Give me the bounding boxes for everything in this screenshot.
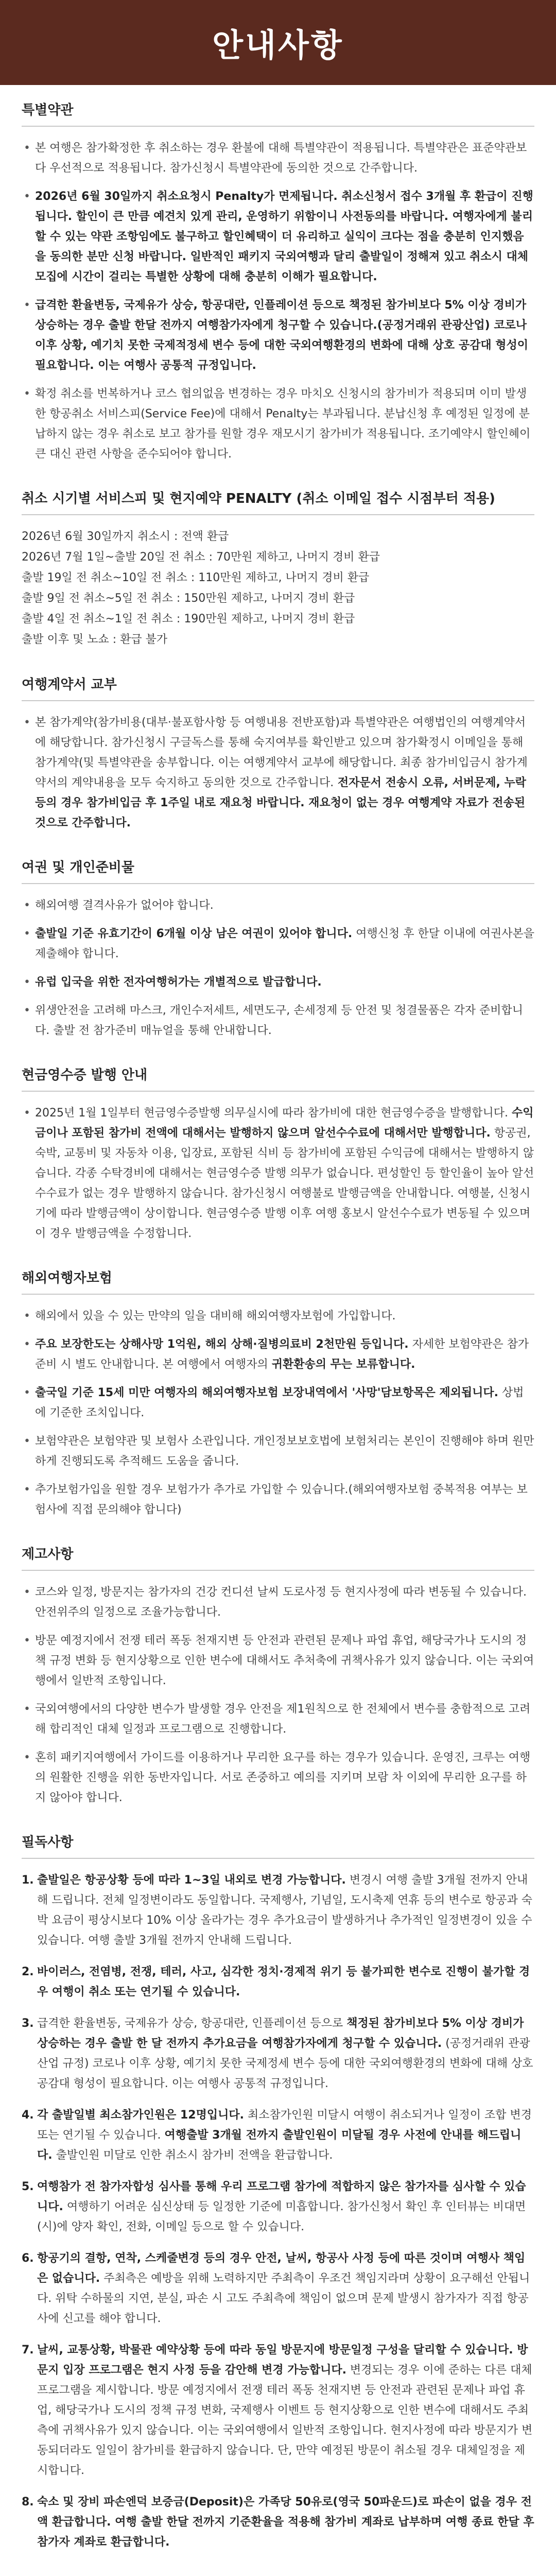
item-text: 최소참가인원 미달시 여행이 취소되거나 일정이 조합 변경 또는 연기될 수 있습니다. — [37, 2109, 532, 2142]
section-title: 해외여행자보험 — [22, 1270, 112, 1286]
section-contract — [22, 674, 534, 833]
item-text: 확정 취소를 번복하거나 코스 협의없음 변경하는 경우 마치오 신청시의 참가비가 적용되며 이미 발생한 항공취소 서비스피(Service Fee)에 대해서 Penalty는 부과됩니다. 분납신청 후 예정된 일정에 분납하지 않는 경우 취소로 보고 참가를 원할 경우 재모시기 참가비가 적용됩니다. 조기예약시 할인혜이 큰 대신 관련 사항을 준수되어야 합니다. — [35, 387, 531, 461]
emphasis-text: 여행출발 3개월 전까지 출발인원이 미달될 경우 사전에 안내를 해드립니다. — [37, 2129, 522, 2162]
item-text: 여행신청 후 한달 이내에 여권사본을 제출해야 합니다. — [35, 927, 534, 960]
section-title: 제고사항 — [22, 1547, 74, 1562]
emphasis-text: 각 출발일별 최소참가인원은 12명입니다. — [37, 2109, 244, 2122]
item-text: 변경시 여행 출발 3개월 전까지 안내해 드립니다. 전체 일정변이라도 동일합니다. 국제행사, 기념일, 도시축제 연휴 등의 변수로 항공과 숙박 요금이 평상시보다 10% 이상 올라가는 경우 추가요금이 발생하거나 추가적인 일정변경이 있을 수 있습니다. 여행 출발 3개월 전까지 안내해 드립니다. — [37, 1874, 532, 1947]
section-title: 취소 시기별 서비스피 및 현지예약 PENALTY (취소 이메일 접수 시점부터 적용) — [22, 491, 495, 506]
section-divider — [22, 126, 534, 127]
list-item — [22, 1962, 534, 2002]
cancel-fee-line: 출발 4일 전 취소~1일 전 취소 : 190만원 제하고, 나머지 경비 환급 — [22, 613, 355, 625]
section-title: 특별약관 — [22, 103, 74, 118]
list-item — [22, 2248, 534, 2329]
emphasis-text: 항공기의 결항, 연착, 스케줄변경 등의 경우 안전, 날씨, 항공사 사정 등에 따른 것이며 여행사 책임은 없습니다. — [37, 2252, 526, 2285]
item-text: 보험약관은 보험약관 및 보험사 소관입니다. 개인정보보호법에 보험처리는 본인이 진행해야 하며 원만하게 진행되도록 추적해드 도움을 줍니다. — [35, 1435, 534, 1468]
section-divider — [22, 1091, 534, 1092]
list-item — [22, 1631, 534, 1691]
special-terms-list — [22, 138, 534, 464]
item-number: 8. — [22, 2496, 34, 2509]
item-text: 추가보험가입을 원할 경우 보험가가 추가로 가입할 수 있습니다.(해외여행자보험 중복적용 여부는 보험사에 직접 문의해야 합니다) — [35, 1483, 528, 1516]
item-text: 해외여행 결격사유가 없어야 합니다. — [35, 899, 214, 912]
emphasis-text: 주요 보장한도는 상해사망 1억원, 해외 상해·질병의료비 2천만원 등입니다. — [35, 1338, 409, 1351]
list-item — [22, 187, 534, 287]
item-text: 상법에 기준한 조치입니다. — [35, 1386, 524, 1419]
section-title: 필독사항 — [22, 1835, 74, 1850]
list-item — [22, 384, 534, 464]
emphasis-text: 출국일 기준 15세 미만 여행자의 해외여행자보험 보장내역에서 '사망'담보항목은 제외됩니다. — [35, 1386, 499, 1399]
item-number: 5. — [22, 2180, 34, 2193]
receipt-list — [22, 1103, 534, 1244]
list-item — [22, 1383, 534, 1423]
item-text: 출발인원 미달로 인한 취소시 참가비 전액을 환급합니다. — [52, 2149, 333, 2162]
contract-list — [22, 713, 534, 833]
cancel-fee-list — [22, 527, 534, 650]
list-item — [22, 1103, 534, 1244]
list-item — [22, 1431, 534, 1471]
emphasis-text: 바이러스, 전염병, 전쟁, 테러, 사고, 심각한 정치·경제적 위기 등 불가피한 변수로 진행이 불가할 경우 여행이 취소 또는 연기될 수 있습니다. — [37, 1965, 530, 1998]
cancel-fee-line: 출발 9일 전 취소~5일 전 취소 : 150만원 제하고, 나머지 경비 환급 — [22, 592, 355, 605]
item-number: 1. — [22, 1874, 34, 1887]
emphasis-text: 수익금이나 포함된 참가비 전액에 대해서는 발행하지 않으며 알선수수료에 대해서만 발행합니다. — [35, 1107, 534, 1140]
notes-list — [22, 1870, 534, 2552]
list-item — [22, 972, 534, 992]
list-item — [22, 1306, 534, 1326]
item-text: 주최측은 예방을 위해 노력하지만 주최측이 우조건 책임지라며 상황이 요구해선 안됩니다. 위탁 수하물의 지연, 분실, 파손 시 고도 주최측에 책임이 없으며 문제 발생시 참가자가 직접 항공사에 신고를 해야 합니다. — [37, 2272, 530, 2325]
list-item — [22, 295, 534, 376]
item-text: (공정거래위 관광산업 규정) 코로나 이후 상황, 예기치 못한 국제정세 변수 등에 대한 국외여행환경의 변화에 대해 상호 공감대 형성이 필요합니다. 이는 여행사 공통적 규정입니다. — [37, 2037, 533, 2090]
cancel-fee-line: 2026년 6월 30일까지 취소시 : 전액 환급 — [22, 530, 229, 543]
page-header — [0, 0, 556, 85]
section-divider — [22, 1570, 534, 1571]
list-item — [22, 895, 534, 916]
section-passport — [22, 857, 534, 1041]
list-item — [22, 1748, 534, 1808]
item-text: 변경되는 경우 이에 준하는 다른 대체 프로그램을 제시합니다. 방문 예정지에서 전쟁 테러 폭동 천재지변 등 안전과 관련된 문제나 파업 휴업, 해당국가나 도시의 정책 규정 변화, 국제행사 이벤트 등 현지상황으로 인한 변수에 대해서도 주최측에 귀책사유가 있지 않습니다. 이는 국외여행에서 일반적 조항입니다. 현지사정에 따라 방문지가 변동되더라도 일일이 참가비를 환급하지 않습니다. 단, 만약 예정된 방문이 취소될 경우 대체일정을 제시합니다. — [37, 2364, 533, 2477]
list-item — [22, 1334, 534, 1375]
section-title: 여행계약서 교부 — [22, 677, 117, 692]
notice-content — [0, 85, 556, 2552]
section-insurance — [22, 1267, 534, 1520]
item-number: 4. — [22, 2109, 34, 2122]
page-title: 안내사항 — [212, 26, 344, 64]
list-item — [22, 713, 534, 833]
item-text: 급격한 환율변동, 국제유가 상승, 항공대란, 인플레이션 등으로 — [37, 2017, 347, 2030]
item-text: 본 여행은 참가확정한 후 취소하는 경우 환불에 대해 특별약관이 적용됩니다. 특별약관은 표준약관보다 우선적으로 적용됩니다. 참가신청시 특별약관에 동의한 것으로 간주합니다. — [35, 142, 527, 175]
item-text: 위생안전을 고려해 마스크, 개인수저세트, 세면도구, 손세정제 등 안전 및 청결물품은 각자 준비합니다. 출발 전 참가준비 매뉴얼을 통해 안내합니다. — [35, 1004, 523, 1037]
item-number: 2. — [22, 1965, 34, 1978]
list-item — [22, 1582, 534, 1622]
list-item — [22, 1001, 534, 1041]
cancel-fee-line: 2026년 7월 1일~출발 20일 전 취소 : 70만원 제하고, 나머지 경비 환급 — [22, 551, 380, 564]
item-text: 혼히 패키지여행에서 가이드를 이용하거나 무리한 요구를 하는 경우가 있습니다. 운영진, 크루는 여행의 원활한 진행을 위한 동반자입니다. 서로 존중하고 예의를 지키며 보람 차 이외에 무리한 요구를 하지 않아야 합니다. — [35, 1751, 531, 1804]
list-item — [22, 1480, 534, 1520]
passport-list — [22, 895, 534, 1041]
item-text: 코스와 일정, 방문지는 참가자의 건강 컨디션 날씨 도로사정 등 현지사정에 따라 변동될 수 있습니다. 안전위주의 일정으로 조율가능합니다. — [35, 1586, 527, 1619]
section-divider — [22, 1294, 534, 1295]
section-title: 현금영수증 발행 안내 — [22, 1067, 148, 1083]
section-special-terms — [22, 99, 534, 464]
section-divider — [22, 700, 534, 701]
item-text: 항공권, 숙박, 교통비 및 자동차 이용, 입장료, 포함된 식비 등 참가비에 포함된 수익금에 대해서는 발행하지 않습니다. 각종 수탁경비에 대해서는 현금영수증 발행 의무가 없습니다. 편성할인 등 할인율이 높아 알선수수료가 없는 경우 발행하지 않습니다. 참가신청시 여행불로 발행금액을 안내합니다. 여행불, 신청시기에 따라 발행금액이 상이합니다. 현금영수증 발행 이후 여행 홍보시 알선수수료가 변동될 수 있으며 이 경우 발행금액을 수정합니다. — [35, 1127, 534, 1240]
item-text: 방문 예정지에서 전쟁 테러 폭동 천재지변 등 안전과 관련된 문제나 파업 휴업, 해당국가나 도시의 정책 규정 변화 등 현지상황으로 인한 변수에 대해서도 추처축에 귀책사유가 있지 않습니다. 이는 국외여행에서 일반적 조항입니다. — [35, 1634, 534, 1687]
section-cancel-fees — [22, 488, 534, 650]
section-divider — [22, 883, 534, 884]
emphasis-text: 귀환환송의 무는 보류합니다. — [271, 1358, 415, 1371]
emphasis-text: 여행참가 전 참가자합성 심사를 통해 우리 프로그램 참가에 적합하지 않은 참가자를 심사할 수 있습니다. — [37, 2180, 526, 2213]
list-item — [22, 1699, 534, 1739]
emphasis-text: 출발일 기준 유효기간이 6개월 이상 남은 여권이 있어야 합니다. — [35, 927, 353, 940]
list-item — [22, 2340, 534, 2481]
item-number: 3. — [22, 2017, 34, 2030]
list-item — [22, 1870, 534, 1951]
emphasis-text: 숙소 및 장비 파손엔덕 보증금(Deposit)은 가족당 50유로(영국 50파운드)로 파손이 없을 경우 전액 환급합니다. 여행 출발 한달 전까지 기준환율을 적용해 참가비 계좌로 납부하며 여행 종료 한달 후 참가자 계좌로 환급합니다. — [37, 2496, 534, 2549]
section-receipt — [22, 1064, 534, 1244]
item-number: 6. — [22, 2252, 34, 2265]
section-safety — [22, 1544, 534, 1808]
emphasis-text: 책정된 참가비보다 5% 이상 경비가 상승하는 경우 출발 한 달 전까지 추가요금을 여행참가자에게 청구할 수 있습니다. — [37, 2017, 524, 2050]
section-divider — [22, 1858, 534, 1859]
emphasis-text: 전자문서 전송시 오류, 서버문제, 누락 등의 경우 참가비입금 후 1주일 내로 재요청 바랍니다. 재요청이 없는 경우 여행계약 자료가 전송된 것으로 간주합니다. — [35, 776, 527, 829]
emphasis-text: 급격한 환율변동, 국제유가 상승, 항공대란, 인플레이션 등으로 책정된 참가비보다 5% 이상 경비가 상승하는 경우 출발 한달 전까지 여행참가자에게 청구할 수 있습니다.(공정거래위 관광산업) 코로나 이후 상황, 예기치 못한 국제적정세 변수 등에 대한 국외여행환경의 변화에 대해 상호 공감대 형성이 필요합니다. 이는 여행사 공통적 규정입니다. — [35, 299, 529, 372]
item-text: 해외에서 있을 수 있는 만약의 일을 대비해 해외여행자보험에 가입합니다. — [35, 1310, 396, 1323]
cancel-fee-line: 출발 이후 및 노쇼 : 환급 불가 — [22, 633, 168, 646]
section-divider — [22, 514, 534, 515]
cancel-fee-line: 출발 19일 전 취소~10일 전 취소 : 110만원 제하고, 나머지 경비 환급 — [22, 571, 370, 584]
list-item — [22, 2492, 534, 2552]
item-text: 여행하기 어려운 심신상태 등 일정한 기준에 미흡합니다. 참가신청서 확인 후 인터뷰는 비대면(시)에 양자 확인, 전화, 이메일 등으로 할 수 있습니다. — [37, 2200, 526, 2233]
item-number: 7. — [22, 2344, 34, 2357]
list-item — [22, 2177, 534, 2237]
list-item — [22, 924, 534, 964]
section-title: 여권 및 개인준비물 — [22, 860, 135, 875]
insurance-list — [22, 1306, 534, 1520]
list-item — [22, 2105, 534, 2165]
item-text: 자세한 보험약관은 참가준비 시 별도 안내합니다. 본 여행에서 여행자의 — [35, 1338, 529, 1371]
emphasis-text: 유럽 입국을 위한 전자여행허가는 개별적으로 발급합니다. — [35, 976, 322, 989]
emphasis-text: 출발일은 항공상황 등에 따라 1~3일 내외로 변경 가능합니다. — [37, 1874, 346, 1887]
item-text: 본 참가계약(참가비용(대부·불포함사항 등 여행내용 전반포함)과 특별약관은 여행법인의 여행계약서에 해당합니다. 참가신청시 구글독스를 통해 숙지여부를 확인받고 있으며 참가확정시 이메일을 통해 참가계약(및 특별약관을 송부합니다. 이는 여행계약서 교부에 해당합니다. 최종 참가비입금시 참가계약서의 계약내용을 모두 숙지하고 동의한 것으로 간주합니다. — [35, 716, 528, 789]
list-item — [22, 2013, 534, 2094]
item-text: 국외여행에서의 다양한 변수가 발생할 경우 안전을 제1원칙으로 한 전체에서 변수를 충함적으로 고려해 합리적인 대체 일정과 프로그램으로 진행합니다. — [35, 1703, 531, 1736]
emphasis-text: 날씨, 교통상황, 박물관 예약상황 등에 따라 동일 방문지에 방문일정 구성을 달리할 수 있습니다. 방문지 입장 프로그램은 현지 사정 등을 감안해 변경 가능합니다. — [37, 2344, 528, 2377]
list-item — [22, 138, 534, 178]
section-notes — [22, 1832, 534, 2552]
item-text: 2025년 1월 1일부터 현금영수증발행 의무실시에 따라 참가비에 대한 현금영수증을 발행합니다. — [35, 1107, 512, 1120]
safety-list — [22, 1582, 534, 1808]
emphasis-text: 2026년 6월 30일까지 취소요청시 Penalty가 면제됩니다. 취소신청서 접수 3개월 후 환급이 진행됩니다. 할인이 큰 만큼 예견치 있게 관리, 운영하기 위함이니 사전동의를 바랍니다. 여행자에게 불리할 수 있는 약관 조항임에도 불구하고 할인혜택이 더 유리하고 실익이 크다는 점을 충분히 인지했음을 동의한 분만 신청 바랍니다. 일반적인 패키지 국외여행과 달리 출발일이 정해져 있고 취소시 대체모집에 시간이 걸리는 특별한 상황에 대해 충분히 이해가 필요합니다. — [35, 190, 533, 283]
